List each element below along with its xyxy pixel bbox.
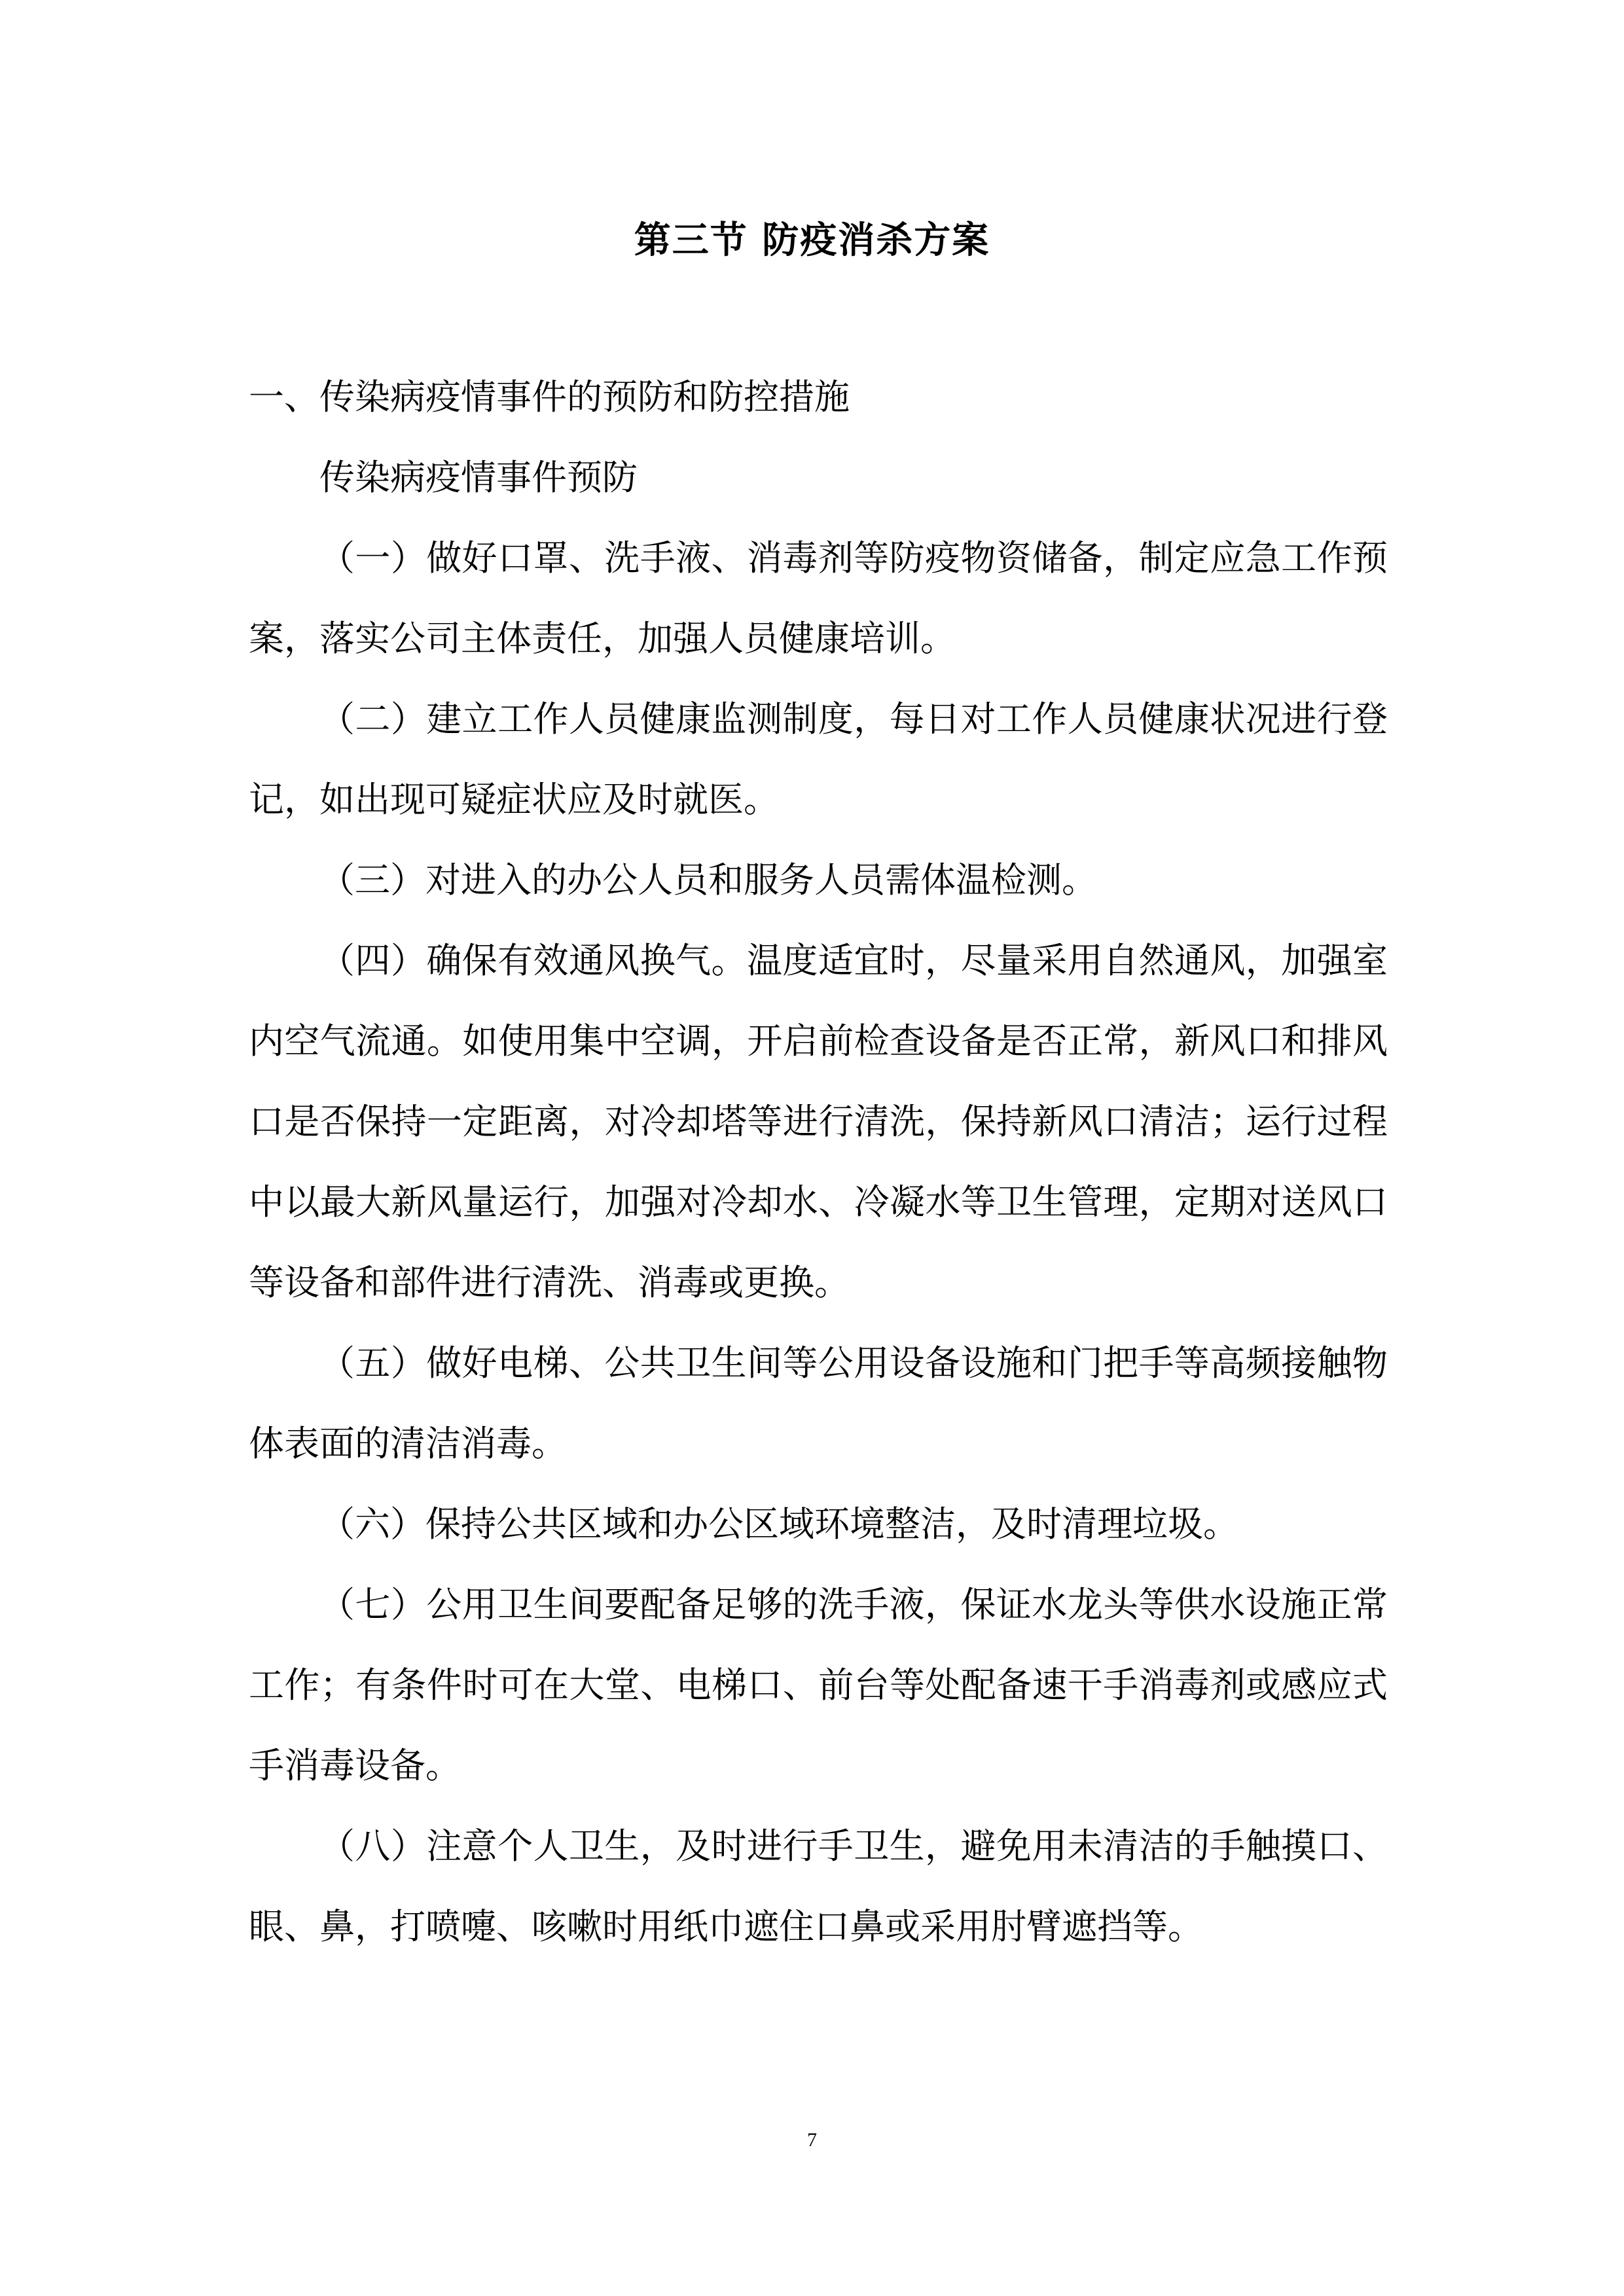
paragraph-4: （四）确保有效通风换气。温度适宜时，尽量采用自然通风，加强室内空气流通。如使用集中空调，开启前检查设备是否正常，新风口和排风口是否保持一定距离，对冷却塔等进行清洗，保持新风口清洁；运行过程中以最大新风量运行，加强对冷却水、冷凝水等卫生管理，定期对送风口等设备和部件进行清洗、消毒或更换。 [249, 940, 1388, 1303]
paragraph-5: （五）做好电梯、公共卫生间等公用设备设施和门把手等高频接触物体表面的清洁消毒。 [249, 1342, 1388, 1464]
page-number: 7 [807, 2129, 817, 2151]
paragraph-1: （一）做好口罩、洗手液、消毒剂等防疫物资储备，制定应急工作预案，落实公司主体责任，加强人员健康培训。 [249, 537, 1388, 659]
section-heading: 一、传染病疫情事件的预防和防控措施 [249, 376, 850, 418]
paragraph-6: （六）保持公共区域和办公区域环境整洁，及时清理垃圾。 [319, 1503, 1238, 1545]
paragraph-8: （八）注意个人卫生，及时进行手卫生，避免用未清洁的手触摸口、眼、鼻，打喷嚏、咳嗽时用纸巾遮住口鼻或采用肘臂遮挡等。 [249, 1825, 1388, 1947]
paragraph-2: （二）建立工作人员健康监测制度，每日对工作人员健康状况进行登记，如出现可疑症状应及时就医。 [249, 698, 1388, 820]
page-title: 第三节 防疫消杀方案 [634, 219, 990, 262]
paragraph-7: （七）公用卫生间要配备足够的洗手液，保证水龙头等供水设施正常工作；有条件时可在大堂、电梯口、前台等处配备速干手消毒剂或感应式手消毒设备。 [249, 1584, 1388, 1786]
subheading: 传染病疫情事件预防 [319, 457, 638, 498]
paragraph-3: （三）对进入的办公人员和服务人员需体温检测。 [319, 859, 1097, 901]
document-body [249, 357, 1388, 1967]
